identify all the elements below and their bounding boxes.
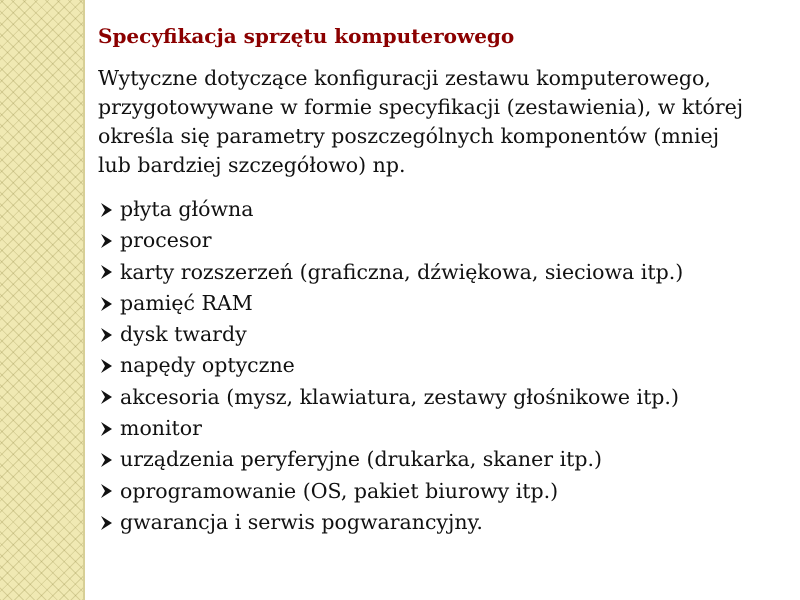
slide-title: Specyfikacja sprzętu komputerowego: [98, 24, 515, 48]
list-item: [98, 413, 788, 444]
list-item-label: gwarancja i serwis pogwarancyjny.: [120, 509, 483, 534]
decorative-side-band: [0, 0, 85, 600]
list-item-label: akcesoria (mysz, klawiatura, zestawy głośnikowe itp.): [120, 384, 679, 409]
list-item: [98, 225, 788, 256]
list-item: [98, 507, 788, 538]
list-item-label: karty rozszerzeń (graficzna, dźwiękowa, sieciowa itp.): [120, 259, 684, 284]
arrowhead-bullet-icon: [98, 325, 120, 345]
list-item-label: oprogramowanie (OS, pakiet biurowy itp.): [120, 478, 559, 503]
list-item: [98, 476, 788, 507]
list-item: [98, 288, 788, 319]
arrowhead-bullet-icon: [98, 481, 120, 501]
list-item: [98, 444, 788, 475]
component-list: [98, 194, 788, 538]
arrowhead-bullet-icon: [98, 262, 120, 282]
list-item: [98, 350, 788, 381]
list-item: [98, 382, 788, 413]
list-item: [98, 194, 788, 225]
list-item-label: urządzenia peryferyjne (drukarka, skaner itp.): [120, 447, 603, 472]
arrowhead-bullet-icon: [98, 231, 120, 251]
intro-paragraph: Wytyczne dotyczące konfiguracji zestawu komputerowego, przygotowywane w formie specyfikacji (zestawienia), w której określa się parametry poszczególnych komponentów (mniej lub bardziej szczegółowo) np.: [98, 66, 744, 177]
arrowhead-bullet-icon: [98, 294, 120, 314]
arrowhead-bullet-icon: [98, 513, 120, 533]
arrowhead-bullet-icon: [98, 387, 120, 407]
list-item-label: pamięć RAM: [120, 290, 253, 315]
list-item-label: monitor: [120, 416, 202, 441]
list-item-label: napędy optyczne: [120, 353, 295, 378]
list-item-label: procesor: [120, 228, 212, 253]
list-item: [98, 319, 788, 350]
slide-content: [98, 22, 788, 538]
list-item-label: płyta główna: [120, 197, 254, 221]
arrowhead-bullet-icon: [98, 200, 120, 220]
arrowhead-bullet-icon: [98, 356, 120, 376]
list-item: [98, 257, 788, 288]
list-item-label: dysk twardy: [120, 322, 247, 347]
arrowhead-bullet-icon: [98, 450, 120, 470]
arrowhead-bullet-icon: [98, 419, 120, 439]
